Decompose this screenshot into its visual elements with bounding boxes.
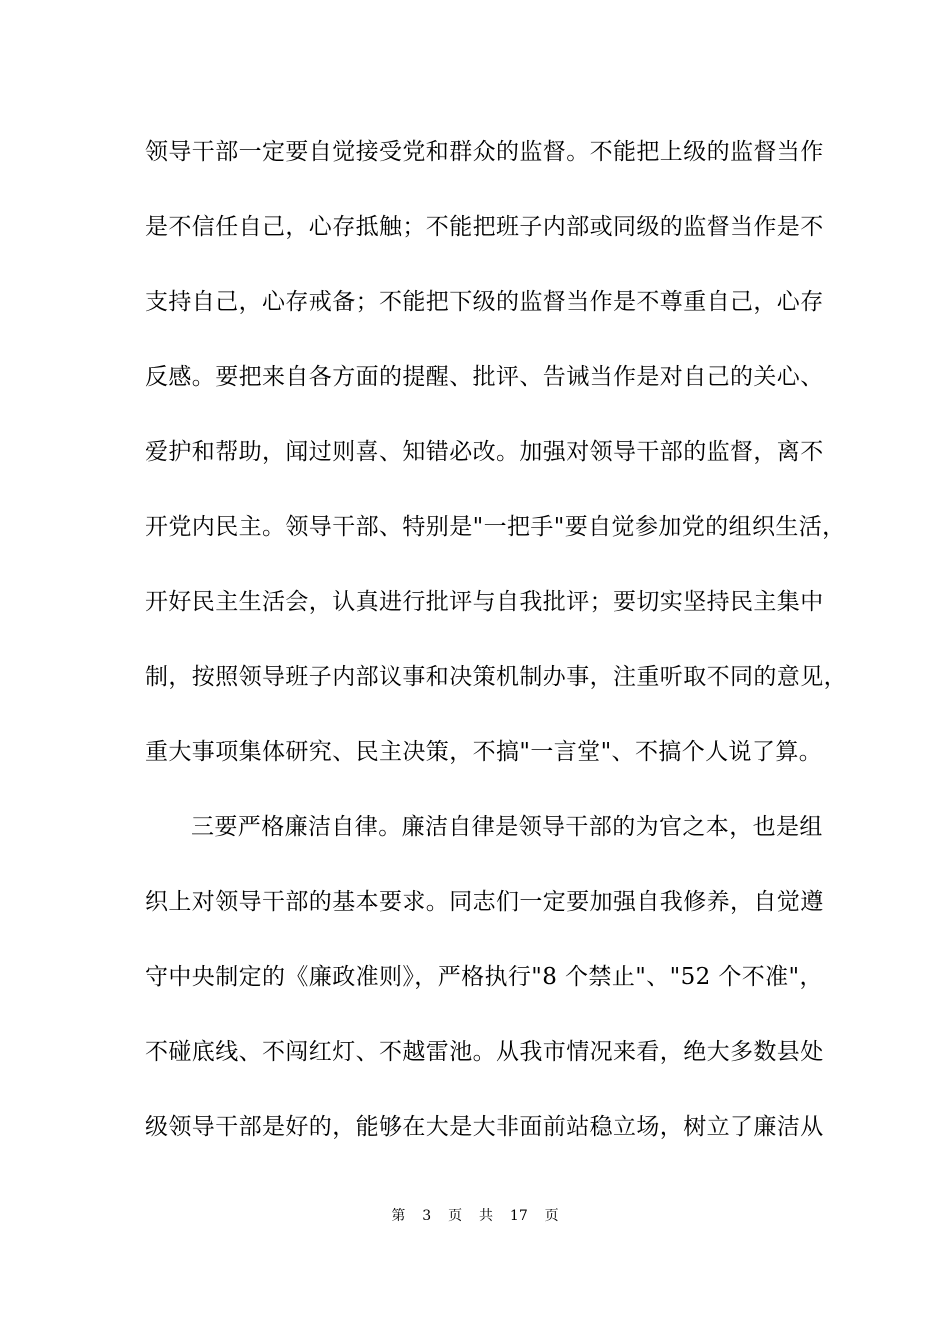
text-line-4: 反感。要把来自各方面的提醒、批评、告诫当作是对自己的关心、 (145, 364, 824, 390)
text-line-13: 不碰底线、不闯红灯、不越雷池。从我市情况来看，绝大多数县处 (145, 1039, 824, 1065)
text-line-2: 是不信任自己，心存抵触；不能把班子内部或同级的监督当作是不 (145, 214, 824, 240)
text-line-5: 爱护和帮助，闻过则喜、知错必改。加强对领导干部的监督，离不 (145, 439, 824, 465)
footer-suffix: 页 (544, 1208, 559, 1224)
text-line-7: 开好民主生活会，认真进行批评与自我批评；要切实坚持民主集中 (145, 589, 824, 615)
text-line-1: 领导干部一定要自觉接受党和群众的监督。不能把上级的监督当作 (145, 139, 824, 165)
footer-page-word: 页 (448, 1208, 463, 1224)
text-line-8: 制，按照领导班子内部议事和决策机制办事，注重听取不同的意见， (145, 664, 847, 690)
paragraph-start-line: 三要严格廉洁自律。廉洁自律是领导干部的为官之本，也是组 (191, 814, 823, 840)
footer-current-page: 3 (422, 1208, 432, 1224)
footer-prefix: 第 (391, 1208, 406, 1224)
text-line-12: 守中央制定的《廉政准则》，严格执行"8 个禁止"、"52 个不准"， (145, 964, 823, 990)
footer-total-word: 共 (479, 1208, 493, 1224)
text-line-14: 级领导干部是好的，能够在大是大非面前站稳立场，树立了廉洁从 (145, 1114, 824, 1140)
text-line-11: 织上对领导干部的基本要求。同志们一定要加强自我修养，自觉遵 (145, 889, 824, 915)
page-number-footer (0, 1206, 950, 1226)
text-line-9: 重大事项集体研究、民主决策，不搞"一言堂"、不搞个人说了算。 (145, 739, 823, 765)
text-line-6: 开党内民主。领导干部、特别是"一把手"要自觉参加党的组织生活， (145, 514, 846, 540)
footer-total-pages: 17 (509, 1208, 528, 1224)
text-line-3: 支持自己，心存戒备；不能把下级的监督当作是不尊重自己，心存 (145, 289, 824, 315)
